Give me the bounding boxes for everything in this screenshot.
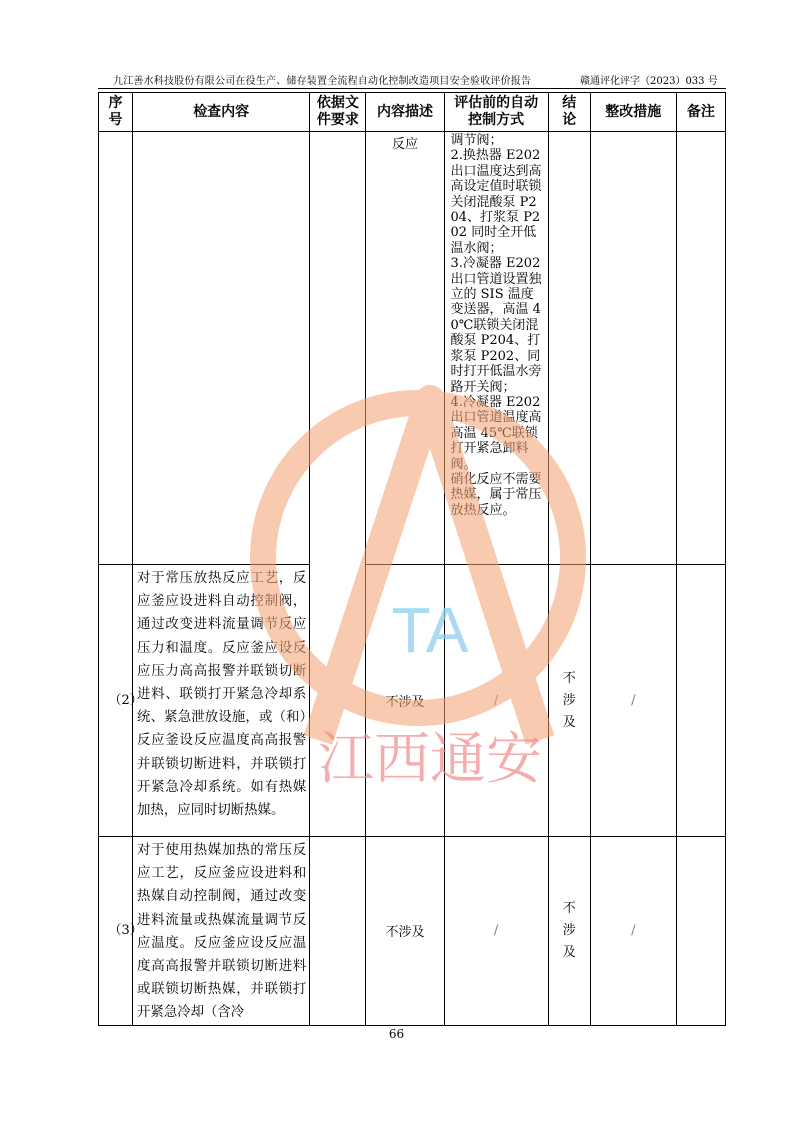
cell-no — [99, 132, 133, 565]
cell-check: 对于使用热媒加热的常压反应工艺，反应釜应设进料和热媒自动控制阀，通过改变进料流量或热媒流量调节反应温度。反应釜应设反应温度高高报警并联锁切断进料或联锁切断热媒，并联锁打开紧急冷却（含冷 — [133, 837, 310, 1026]
watermark-text: 江西通安 — [318, 727, 542, 792]
col-header-desc: 内容描述 — [366, 93, 444, 132]
inspection-table — [98, 92, 726, 1026]
control-line-1: 调节阀； — [450, 133, 503, 148]
cell-basis — [310, 837, 366, 1026]
cell-note — [676, 132, 725, 565]
table-row — [99, 132, 726, 565]
cell-no: （2） — [99, 565, 133, 837]
cell-conclusion — [548, 132, 590, 565]
table-row — [99, 565, 726, 837]
cell-basis — [310, 132, 366, 837]
cell-desc: 不涉及 — [366, 565, 444, 837]
col-header-control: 评估前的自动控制方式 — [444, 93, 548, 132]
page-number: 66 — [388, 1027, 405, 1041]
col-header-note: 备注 — [676, 93, 725, 132]
cell-control — [444, 132, 548, 565]
cell-fix — [590, 132, 676, 565]
cell-note — [676, 565, 725, 837]
col-header-check: 检查内容 — [133, 93, 310, 132]
cell-fix: / — [590, 565, 676, 837]
cell-control: / — [444, 837, 548, 1026]
cell-control: / — [444, 565, 548, 837]
cell-check: 对于常压放热反应工艺，反应釜应设进料自动控制阀，通过改变进料流量调节反应压力和温度。反应釜应设反应压力高高报警并联锁切断进料、联锁打开紧急冷却系统、紧急泄放设施，或（和）反应釜设反应温度高高报警并联锁切断进料，并联锁打开紧急冷却系统。如有热媒加热，应同时切断热媒。 — [133, 565, 310, 837]
table-row — [99, 837, 726, 1026]
cell-desc: 反应 — [366, 132, 444, 565]
control-line-3: 3.冷凝器 E202 出口管道设置独立的 SIS 温度变送器，高温 40℃联锁关闭混酸泵 P204、打浆泵 P202、同时打开低温水旁路开关阀； — [450, 256, 542, 395]
report-number: 赣通评化评字（2023）033 号 — [580, 76, 718, 87]
cell-conclusion: 不涉及 — [548, 837, 590, 1026]
control-line-2: 2.换热器 E202 出口温度达到高高设定值时联锁关闭混酸泵 P204、打浆泵 P202 同时全开低温水阀； — [450, 148, 542, 256]
cell-no: （3） — [99, 837, 133, 1026]
table-header-row — [99, 93, 726, 132]
header-rule — [98, 88, 726, 89]
cell-conclusion: 不涉及 — [548, 565, 590, 837]
col-header-conclusion: 结论 — [548, 93, 590, 132]
control-line-5: 硝化反应不需要热媒，属于常压放热反应。 — [450, 471, 542, 518]
col-header-no: 序号 — [99, 93, 133, 132]
col-header-basis: 依据文件要求 — [310, 93, 366, 132]
cell-desc: 不涉及 — [366, 837, 444, 1026]
cell-note — [676, 837, 725, 1026]
cell-fix: / — [590, 837, 676, 1026]
control-line-4: 4.冷凝器 E202 出口管道温度高高温 45℃联锁打开紧急卸料阀。 — [450, 394, 542, 472]
watermark-logo-letters: TA — [391, 594, 469, 666]
header-title: 九江善水科技股份有限公司在役生产、储存装置全流程自动化控制改造项目安全验收评价报告 — [113, 76, 532, 87]
col-header-fix: 整改措施 — [590, 93, 676, 132]
cell-check — [133, 132, 310, 565]
